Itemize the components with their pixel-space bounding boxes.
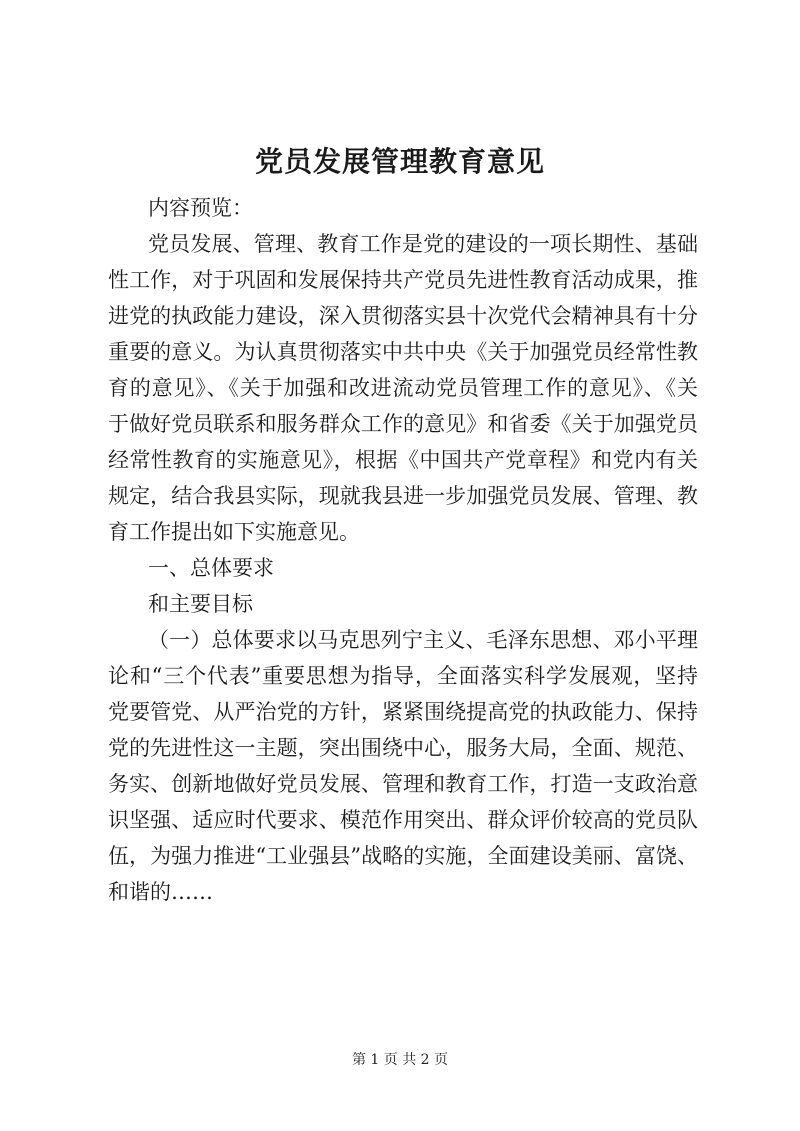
body-text-line: 党要管党、从严治党的方针，紧紧围绕提高党的执政能力、保持: [108, 700, 698, 724]
body-text-line: 规定，结合我县实际，现就我县进一步加强党员发展、管理、教: [108, 484, 698, 508]
body-text-line: 论和“三个代表”重要思想为指导，全面落实科学发展观，坚持: [108, 664, 698, 688]
body-text-line: 伍，为强力推进“工业强县”战略的实施，全面建设美丽、富饶、: [108, 844, 698, 868]
body-text-line: 党员发展、管理、教育工作是党的建设的一项长期性、基础: [148, 232, 698, 256]
body-text-line: 重要的意义。为认真贯彻落实中共中央《关于加强党员经常性教: [108, 340, 698, 364]
body-text-line: 经常性教育的实施意见》，根据《中国共产党章程》和党内有关: [108, 448, 698, 472]
document-body: [108, 190, 698, 910]
body-text-line: 育工作提出如下实施意见。: [108, 520, 360, 544]
body-text-line: 和主要目标: [148, 592, 253, 616]
document-title: 党员发展管理教育意见: [254, 145, 545, 178]
body-text-line: 育的意见》、《关于加强和改进流动党员管理工作的意见》、《关: [108, 376, 698, 400]
body-text-line: 于做好党员联系和服务群众工作的意见》和省委《关于加强党员: [108, 412, 698, 436]
body-text-line: 性工作，对于巩固和发展保持共产党员先进性教育活动成果，推: [108, 268, 698, 292]
body-text-line: （一）总体要求以马克思列宁主义、毛泽东思想、邓小平理: [148, 628, 698, 652]
page-footer: 第 1 页 共 2 页: [351, 1052, 449, 1068]
body-text-line: 一、总体要求: [148, 556, 274, 580]
body-text-line: 和谐的……: [108, 880, 213, 904]
body-text-line: 内容预览：: [148, 196, 253, 220]
body-text-line: 识坚强、适应时代要求、模范作用突出、群众评价较高的党员队: [108, 808, 698, 832]
body-text-line: 务实、创新地做好党员发展、管理和教育工作，打造一支政治意: [108, 772, 698, 796]
body-text-line: 进党的执政能力建设，深入贯彻落实县十次党代会精神具有十分: [108, 304, 698, 328]
body-text-line: 党的先进性这一主题，突出围绕中心，服务大局，全面、规范、: [108, 736, 698, 760]
